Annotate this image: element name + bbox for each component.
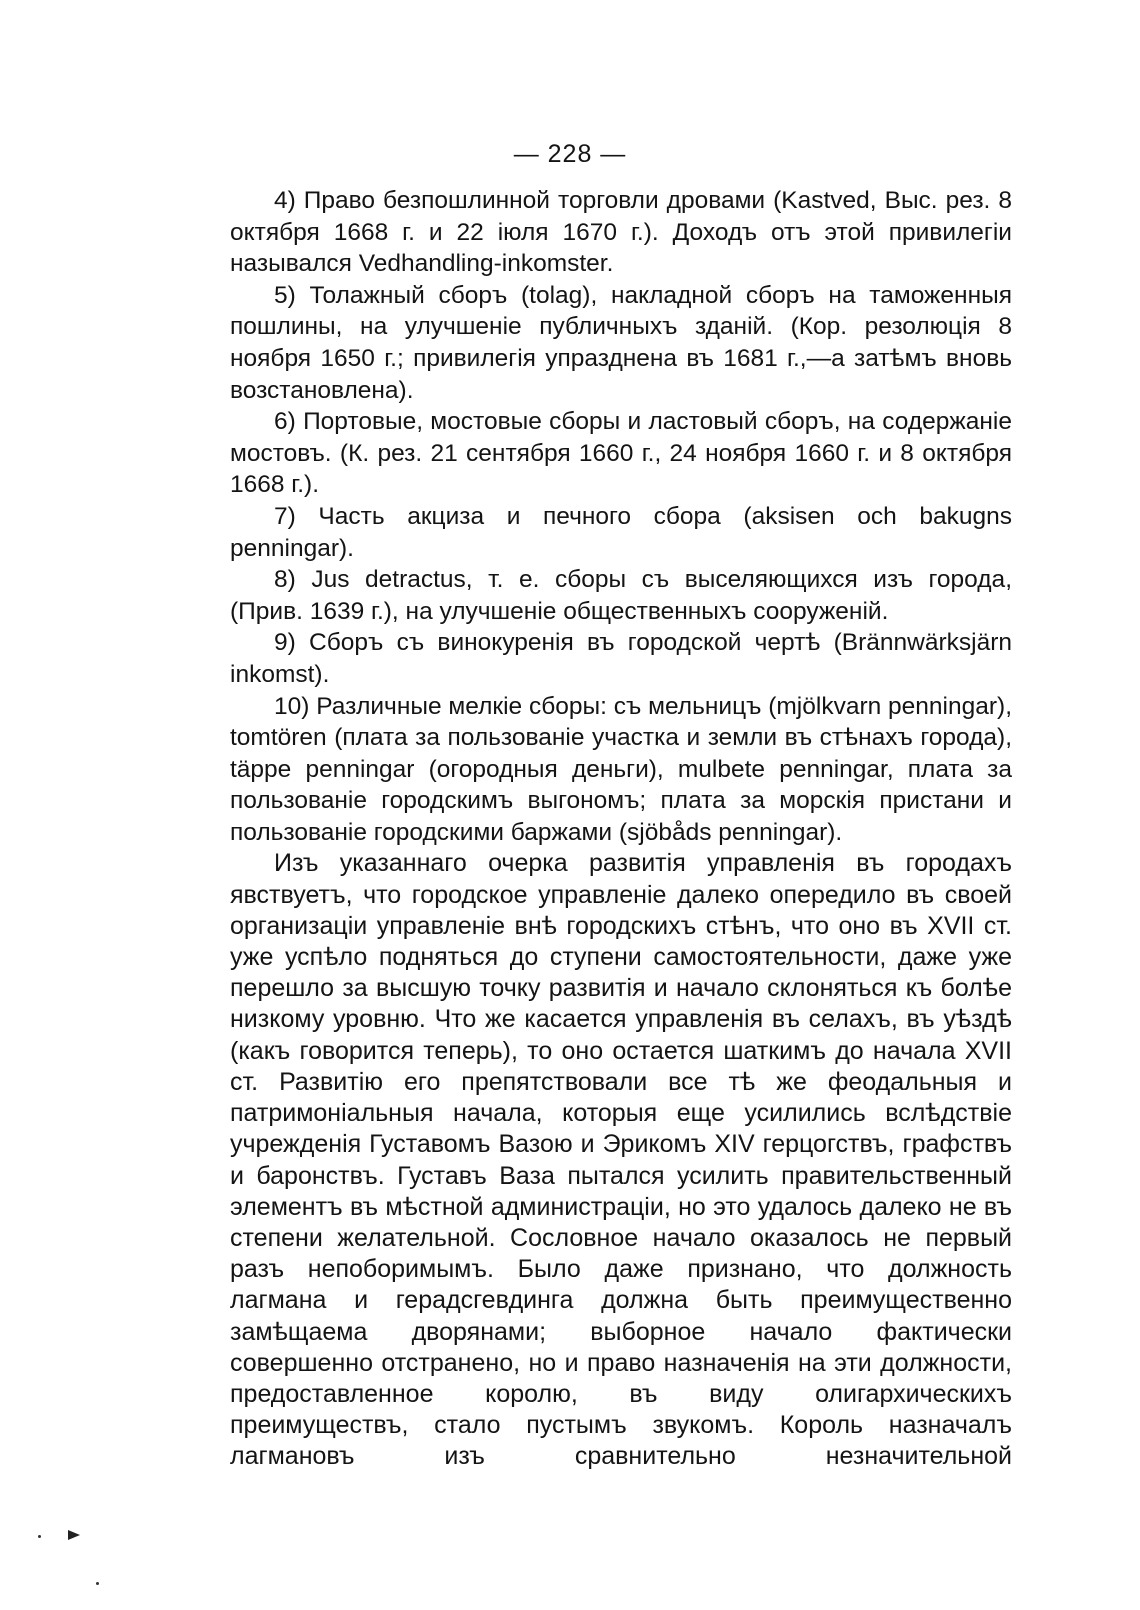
page-number: — 228 — bbox=[513, 140, 627, 168]
paragraph-item-7: 7) Часть акциза и печного сбора (aksisen och bakugns penningar). bbox=[230, 502, 1012, 562]
paragraph-item-4: 4) Право безпошлинной торговли дровами (Kastved, Выс. рез. 8 октября 1668 г. и 22 іюля 1670 г.). Доходъ отъ этой привилегіи назывался Vedhandling-inkomster. bbox=[230, 187, 1012, 278]
scan-artifact-arrow bbox=[68, 1530, 80, 1540]
paragraph-item-9: 9) Сборъ съ винокуренія въ городской чертѣ (Brännwärksjärn inkomst). bbox=[230, 629, 1012, 688]
paragraph-item-5: 5) Толажный сборъ (tolag), накладной сборъ на таможенныя пошлины, на улучшеніе публичныхъ зданій. (Кор. резолюція 8 ноября 1650 г.; привилегія упразднена въ 1681 г.,—а затѣмъ вновь возстановлена). bbox=[230, 281, 1012, 404]
paragraph-item-6: 6) Портовые, мостовые сборы и ластовый сборъ, на содержаніе мостовъ. (К. рез. 21 сентября 1660 г., 24 ноября 1660 г. и 8 октября 1668 г.). bbox=[230, 408, 1012, 499]
scan-artifact-dot bbox=[96, 1582, 99, 1585]
main-paragraph: Изъ указаннаго очерка развитія управленія въ городахъ явствуетъ, что городское управленіе далеко опередило въ своей организаціи управленіе внѣ городскихъ стѣнъ, что оно въ XVII ст. уже успѣло подняться до ступени самостоятельности, даже уже перешло за высшую точку развитія и начало склоняться къ болѣе низкому уровню. Что же касается управленія въ селахъ, въ уѣздѣ (какъ говорится теперь), то оно остается шаткимъ до начала XVII ст. Развитію его препятствовали все тѣ же феодальныя и патримоніальныя начала, которыя еще усилились вслѣдствіе учрежденія Густавомъ Вазою и Эрикомъ XIV герцогствъ, графствъ и баронствъ. Густавъ Ваза пытался усилить правительственный элементъ въ мѣстной администраціи, но это удалось далеко не въ степени желательной. Сословное начало оказалось не первый разъ непоборимымъ. Было даже признано, что должность лагмана и герадсгевдинга должна быть преимущественно замѣщаема дворянами; выборное начало фактически совершенно отстранено, но и право назначенія на эти должности, предоставленное королю, въ виду олигархическихъ преимуществъ, стало пустымъ звукомъ. Король назначалъ лагмановъ изъ сравнительно незначительной bbox=[230, 849, 1012, 1471]
scan-artifact-dot bbox=[38, 1535, 41, 1538]
body-text bbox=[230, 185, 1012, 1473]
paragraph-item-10: 10) Различные мелкіе сборы: съ мельницъ (mjölkvarn penningar), tomtören (плата за пользованіе участка и земли въ стѣнахъ города), täppe penningar (огородныя деньги), mulbete penningar, плата за пользованіе городскимъ выгономъ; плата за морскія пристани и пользованіе городскими баржами (sjöbåds penningar). bbox=[230, 692, 1012, 846]
paragraph-item-8: 8) Jus detractus, т. е. сборы съ выселяющихся изъ города, (Прив. 1639 г.), на улучшеніе общественныхъ сооруженій. bbox=[230, 566, 1012, 625]
